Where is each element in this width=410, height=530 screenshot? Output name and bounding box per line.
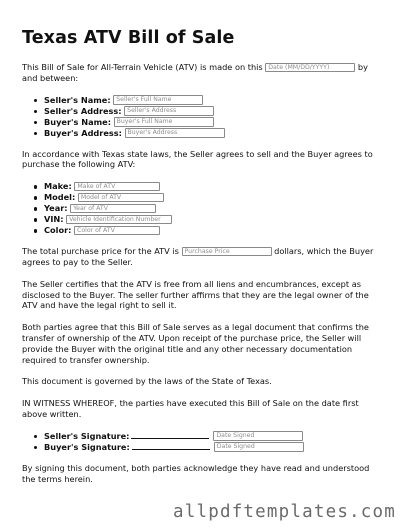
- make-label: Make:: [44, 181, 72, 192]
- price-text-before: The total purchase price for the ATV is: [22, 246, 179, 257]
- buyer-address-field[interactable]: Buyer's Address: [125, 128, 225, 138]
- list-item: [44, 203, 384, 214]
- certification-paragraph: The Seller certifies that the ATV is free from all liens and encumbrances, except as disclosed to the Buyer. The seller further affirms that they are the legal owner of the ATV and have the legal right to sell it.: [22, 278, 369, 311]
- atv-details-list: [22, 181, 384, 236]
- buyer-address-label: Buyer's Address:: [44, 127, 122, 138]
- model-label: Model:: [44, 192, 76, 203]
- list-item: [44, 225, 384, 236]
- year-label: Year:: [44, 203, 68, 214]
- color-label: Color:: [44, 225, 72, 236]
- seller-signature-label: Seller's Signature:: [44, 430, 130, 441]
- list-item: [44, 128, 384, 139]
- intro-text-after: by and between:: [22, 62, 368, 83]
- price-text-after: dollars, which the Buyer agrees to pay to the Seller.: [22, 246, 374, 267]
- buyer-date-signed-field[interactable]: Date Signed: [214, 442, 304, 452]
- color-field[interactable]: Color of ATV: [74, 226, 160, 236]
- intro-paragraph: [22, 62, 384, 84]
- seller-address-label: Seller's Address:: [44, 105, 122, 116]
- buyer-signature-line[interactable]: [132, 442, 210, 450]
- buyer-name-field[interactable]: Buyer's Full Name: [114, 117, 214, 127]
- list-item: [44, 95, 384, 106]
- seller-date-signed-field[interactable]: Date Signed: [213, 431, 303, 441]
- list-item: [44, 181, 384, 192]
- witness-paragraph: IN WITNESS WHEREOF, the parties have executed this Bill of Sale on the date first above written.: [22, 398, 359, 419]
- signatures-list: [22, 431, 384, 453]
- seller-name-label: Seller's Name:: [44, 94, 111, 105]
- sale-date-field[interactable]: Date (MM/DD/YYYY): [265, 63, 355, 73]
- closing-paragraph: By signing this document, both parties acknowledge they have read and understood the terms herein.: [22, 462, 370, 484]
- list-item: [44, 431, 384, 442]
- vin-label: VIN:: [44, 214, 64, 225]
- seller-address-field[interactable]: Seller's Address: [124, 106, 214, 116]
- document-page: [22, 28, 384, 495]
- price-paragraph: [22, 246, 384, 268]
- make-field[interactable]: Make of ATV: [74, 182, 160, 192]
- document-title: Texas ATV Bill of Sale: [22, 28, 235, 48]
- list-item: [44, 214, 384, 225]
- intro-text-before: This Bill of Sale for All-Terrain Vehicle (ATV) is made on this: [22, 62, 263, 72]
- model-field[interactable]: Model of ATV: [78, 193, 164, 203]
- buyer-name-label: Buyer's Name:: [44, 116, 111, 127]
- vin-field[interactable]: Vehicle Identification Number: [66, 215, 172, 225]
- list-item: [44, 442, 384, 453]
- purchase-price-field[interactable]: Purchase Price: [182, 247, 272, 257]
- year-field[interactable]: Year of ATV: [70, 204, 156, 214]
- list-item: [44, 106, 384, 117]
- agreement-paragraph: In accordance with Texas state laws, the Seller agrees to sell and the Buyer agrees to purchase the following ATV:: [22, 148, 373, 170]
- buyer-signature-label: Buyer's Signature:: [44, 441, 130, 452]
- legal-document-paragraph: Both parties agree that this Bill of Sale serves as a legal document that confirms the transfer of ownership of the ATV. Upon receipt of the purchase price, the Seller will provide the Buyer with the original title and any other necessary documentation required to transfer ownership.: [22, 322, 369, 365]
- site-watermark: allpdftemplates.com: [173, 502, 396, 522]
- list-item: [44, 117, 384, 128]
- parties-list: [22, 95, 384, 139]
- seller-signature-line[interactable]: [131, 431, 209, 439]
- seller-name-field[interactable]: Seller's Full Name: [113, 95, 203, 105]
- list-item: [44, 192, 384, 203]
- governing-law-paragraph: This document is governed by the laws of the State of Texas.: [22, 376, 272, 387]
